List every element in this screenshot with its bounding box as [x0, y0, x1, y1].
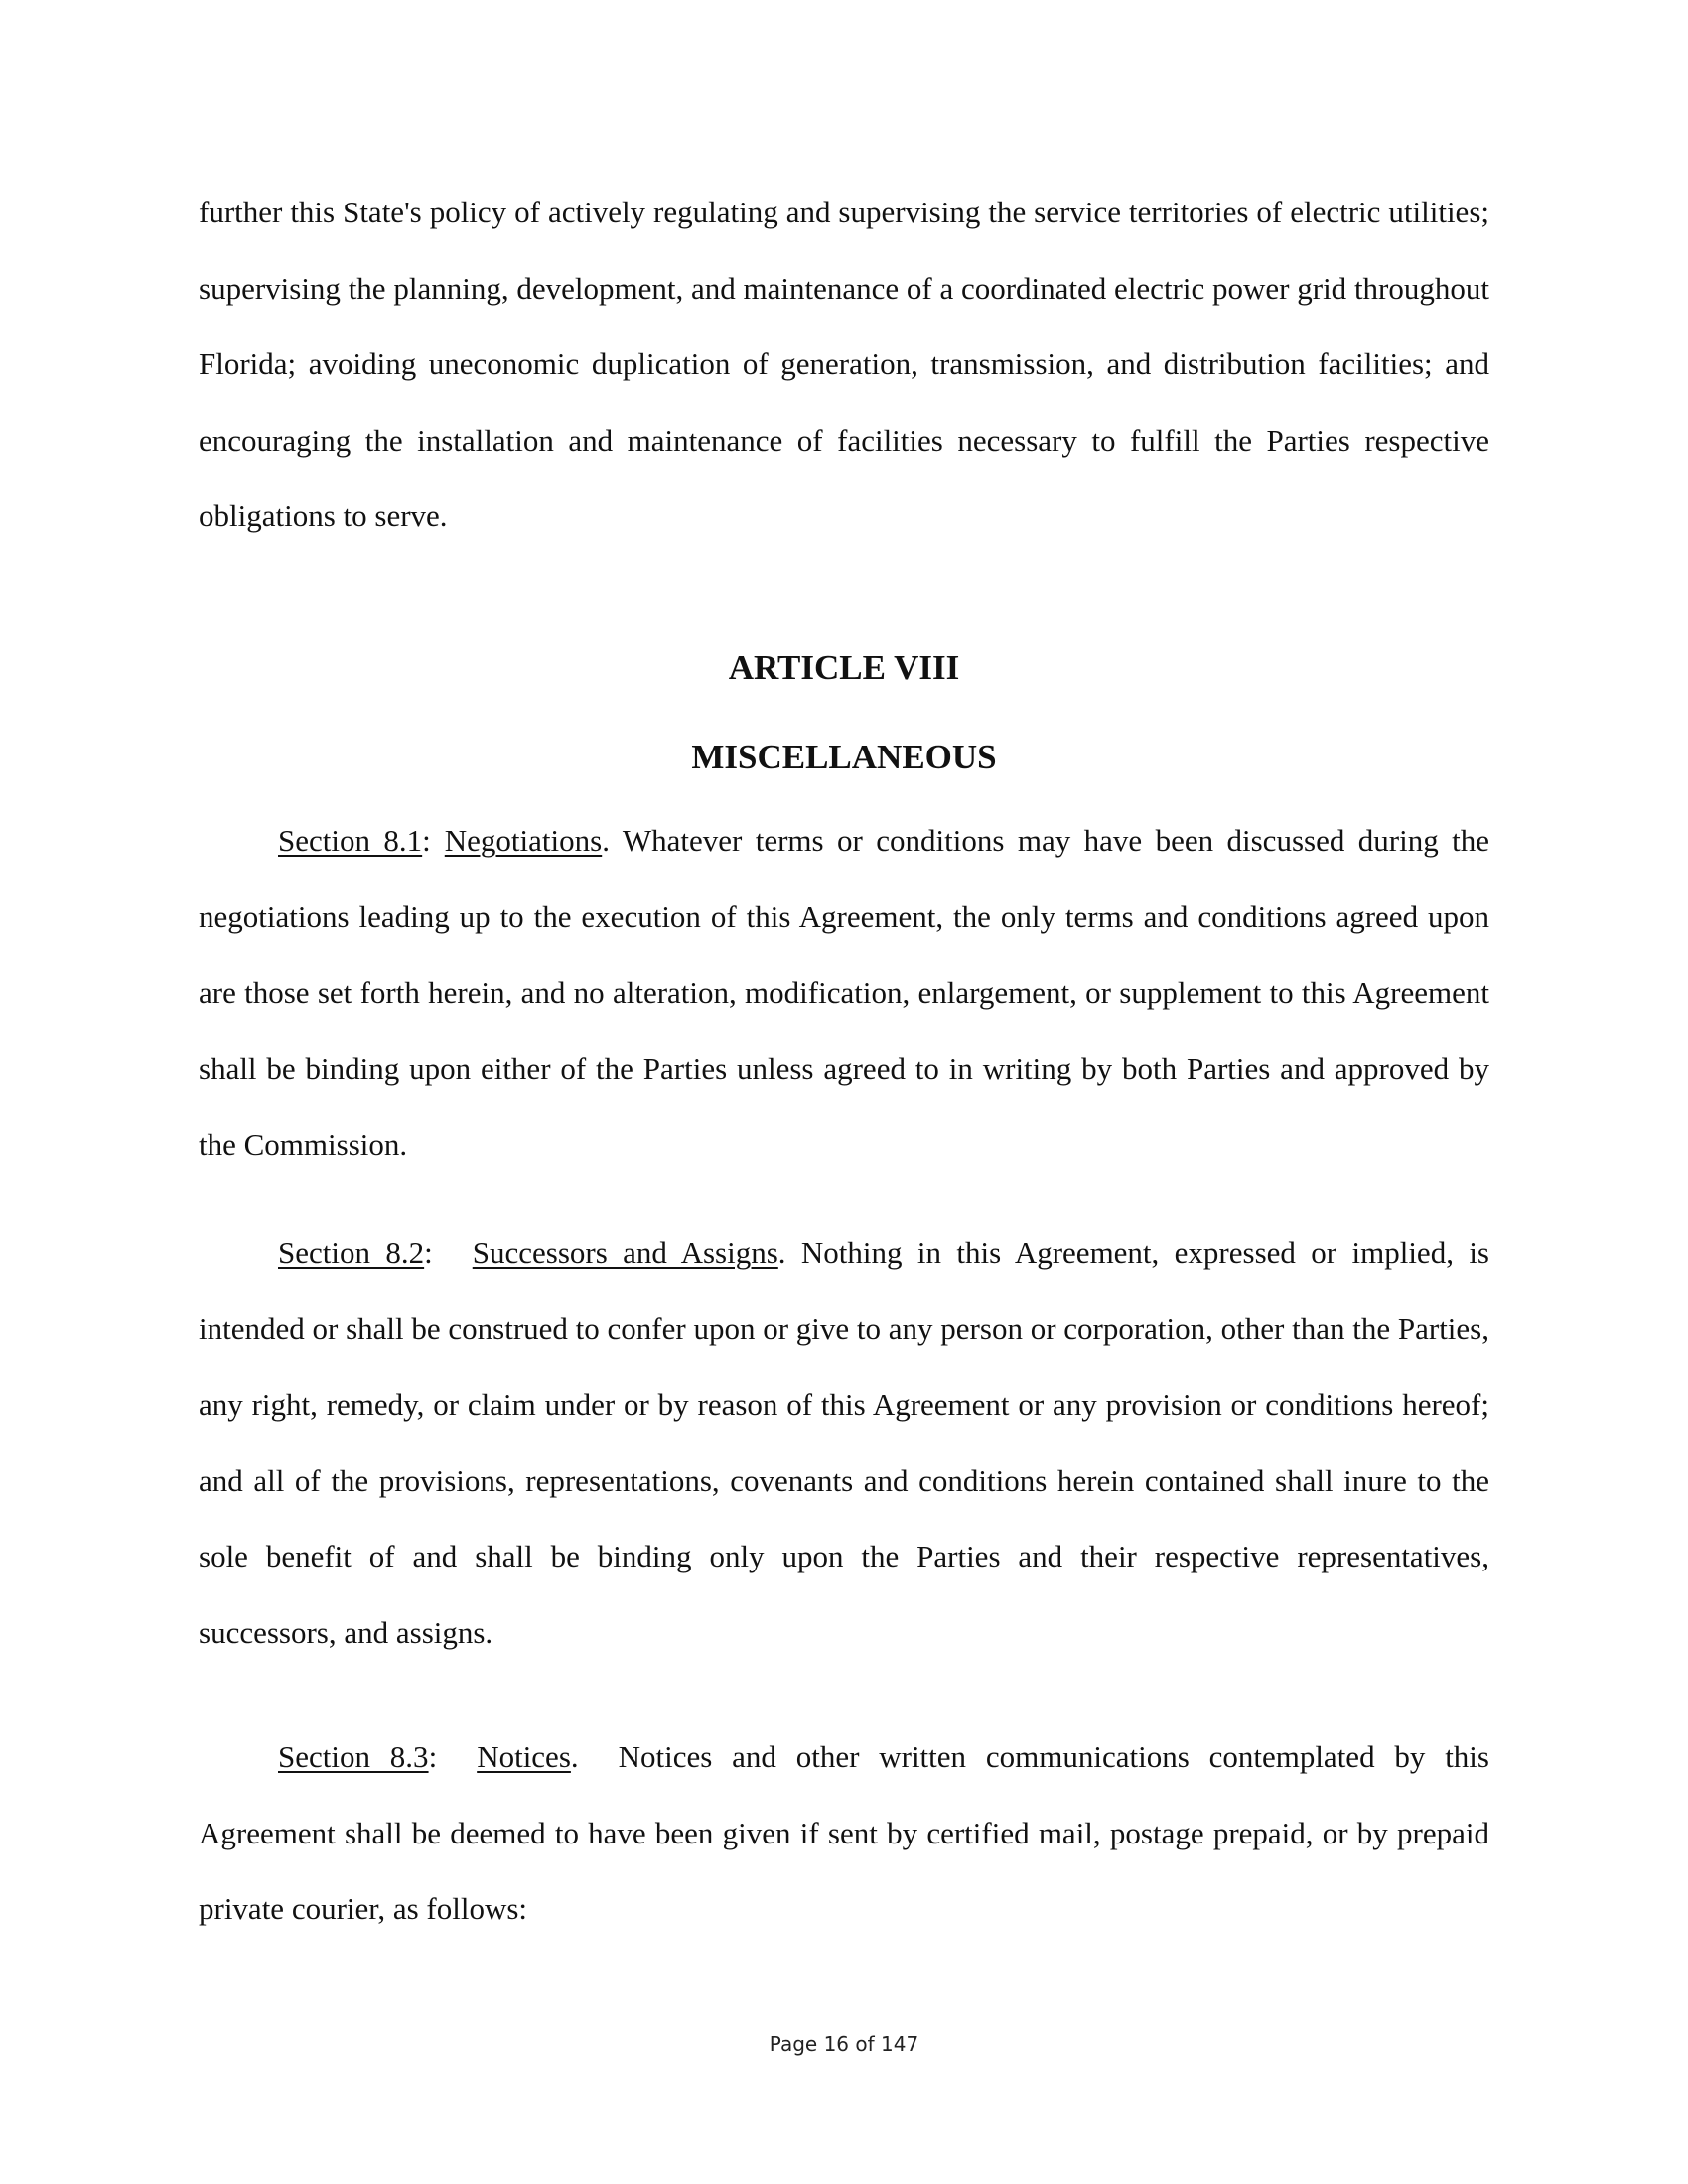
section-8-3 — [199, 1719, 1489, 1948]
section-8-2-label: Section 8.2 — [278, 1235, 425, 1270]
article-number-heading: ARTICLE VIII — [728, 648, 960, 687]
section-8-1-paragraph — [199, 803, 1489, 1183]
section-8-3-colon: : — [428, 1739, 438, 1774]
section-8-2-heading-punct: . — [777, 1235, 786, 1270]
section-8-1-heading-punct: . — [602, 823, 610, 858]
intro-paragraph-text: further this State's policy of actively regulating and supervising the service territories of electric utilities; supervising the planning, development, and maintenance of a coordinated electric power grid throughout Florida; avoiding uneconomic duplication of generation, transmission, and distribution facilities; and encouraging the installation and maintenance of facilities necessary to fulfill the Parties respective obligations to serve. — [199, 195, 1489, 533]
section-8-1-heading: Negotiations — [444, 823, 603, 858]
section-8-3-heading: Notices — [477, 1739, 571, 1774]
section-8-1-text: Whatever terms or conditions may have been discussed during the negotiations leading up to the execution of this Agreement, the only terms and conditions agreed upon are those set forth herein, and no alteration, modification, enlargement, or supplement to this Agreement shall be binding upon either of the Parties unless agreed to in writing by both Parties and approved by the Commission. — [199, 823, 1489, 1161]
section-8-3-paragraph — [199, 1719, 1489, 1948]
section-8-1-colon: : — [422, 823, 431, 858]
section-8-2-paragraph — [199, 1215, 1489, 1671]
page-number: 16 — [823, 2032, 850, 2056]
section-8-3-text: Notices and other written communications contemplated by this Agreement shall be deemed to have been given if sent by certified mail, postage prepaid, or by prepaid private courier, as follows: — [199, 1739, 1489, 1926]
section-8-3-label: Section 8.3 — [278, 1739, 429, 1774]
article-title-heading: MISCELLANEOUS — [691, 738, 997, 776]
intro-paragraph — [199, 175, 1489, 555]
section-8-1 — [199, 803, 1489, 1183]
page-prefix: Page — [769, 2032, 818, 2056]
page-of: of — [855, 2032, 875, 2056]
section-8-2-colon: : — [424, 1235, 433, 1270]
section-8-2 — [199, 1215, 1489, 1671]
section-8-1-label: Section 8.1 — [278, 823, 423, 858]
page-total: 147 — [881, 2032, 919, 2056]
section-8-3-heading-punct: . — [570, 1739, 579, 1774]
page-footer — [0, 2029, 1688, 2059]
section-8-2-text: Nothing in this Agreement, expressed or implied, is intended or shall be construed to confer upon or give to any person or corporation, other than the Parties, any right, remedy, or claim under or by reason of this Agreement or any provision or conditions hereof; and all of the provisions, representations, covenants and conditions herein contained shall inure to the sole benefit of and shall be binding only upon the Parties and their respective representatives, successors, and assigns. — [199, 1235, 1489, 1650]
section-8-2-heading: Successors and Assigns — [472, 1235, 778, 1270]
